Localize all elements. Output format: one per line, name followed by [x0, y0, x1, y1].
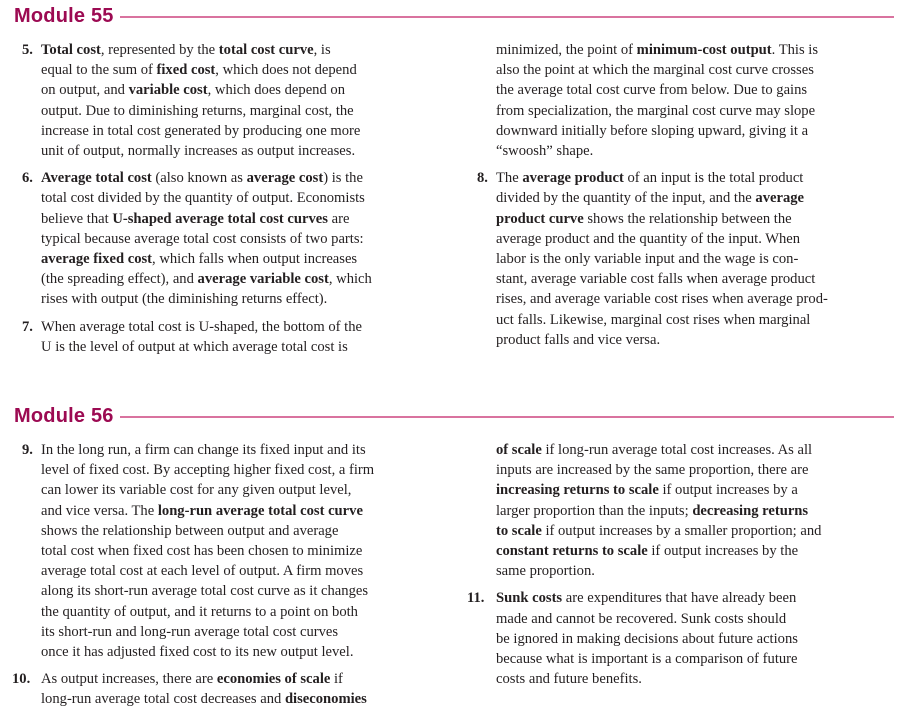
text-run: shows the relationship between the: [583, 210, 792, 227]
text-run: “swoosh” shape.: [496, 143, 594, 160]
text-line: [41, 168, 447, 188]
item-number: 8.: [477, 170, 488, 187]
text-line: [41, 541, 447, 561]
text-line: [41, 669, 447, 689]
text-run: if: [330, 671, 343, 688]
text-run: (also known as: [151, 170, 247, 187]
text-run: minimized, the point of: [496, 42, 637, 58]
key-term: constant returns to scale: [496, 543, 648, 560]
text-run: are expenditures that have already been: [562, 590, 797, 607]
module-title: Module 56: [14, 404, 114, 427]
item-number: 9.: [22, 442, 33, 458]
list-item: [12, 669, 447, 709]
key-term: U-shaped average total cost curves: [112, 210, 328, 227]
text-line: [496, 289, 897, 309]
item-text: [496, 440, 897, 581]
text-run: stant, average variable cost falls when average product: [496, 271, 816, 288]
text-line: [41, 317, 447, 337]
text-run: shows the relationship between output and average: [41, 522, 339, 539]
key-term: average cost: [246, 170, 324, 187]
text-run: if output increases by a: [658, 482, 798, 499]
text-run: average total cost at each level of output. A firm moves: [41, 563, 364, 580]
text-line: [41, 642, 447, 662]
text-run: the average total cost curve from below. Due to gains: [496, 82, 808, 99]
text-line: [41, 460, 447, 480]
list-item-continuation: [477, 40, 897, 161]
text-line: [41, 561, 447, 581]
text-run: rises with output (the diminishing returns effect).: [41, 291, 328, 308]
heading-rule: [120, 16, 894, 18]
list-item: [22, 317, 447, 357]
item-text: [41, 317, 447, 357]
text-run: from specialization, the marginal cost curve may slope: [496, 102, 816, 119]
key-term: total cost curve: [218, 42, 314, 58]
text-line: [41, 581, 447, 601]
text-run: costs and future benefits.: [496, 671, 642, 688]
key-term: diseconomies: [284, 691, 367, 708]
text-run: believe that: [41, 210, 113, 227]
text-run: level of fixed cost. By accepting higher fixed cost, a firm: [41, 462, 375, 479]
text-run: The: [496, 170, 523, 187]
text-run: are: [327, 210, 350, 227]
text-line: [41, 101, 447, 121]
module-55-header: [14, 3, 894, 29]
module-56-header: [14, 403, 894, 429]
text-run: U is the level of output at which average total cost is: [41, 338, 348, 355]
item-text: [496, 168, 897, 350]
list-item: [22, 440, 447, 662]
text-run: be ignored in making decisions about future actions: [496, 630, 798, 647]
item-number: 10.: [12, 671, 31, 688]
text-run: rises, and average variable cost rises when average prod-: [496, 291, 828, 308]
heading-rule: [120, 416, 894, 418]
text-line: [41, 602, 447, 622]
text-line: [496, 541, 897, 561]
text-line: [41, 80, 447, 100]
text-line: [41, 249, 447, 269]
key-term: average variable cost: [197, 271, 329, 288]
text-run: When average total cost is U-shaped, the bottom of the: [41, 318, 362, 335]
item-text: [41, 669, 447, 709]
text-run: output. Due to diminishing returns, marginal cost, the: [41, 102, 354, 119]
list-item-continuation: [477, 440, 897, 581]
text-line: [41, 501, 447, 521]
key-term: Average total cost: [41, 170, 152, 187]
text-run: total cost divided by the quantity of output. Economists: [41, 190, 365, 207]
text-run: and vice versa. The: [41, 502, 158, 519]
key-term: of scale: [496, 442, 542, 458]
text-line: [41, 40, 447, 60]
item-number: 5.: [22, 42, 33, 58]
module-56-right-column: [467, 440, 897, 696]
item-number: 6.: [22, 170, 33, 187]
key-term: average: [755, 190, 805, 207]
text-run: divided by the quantity of the input, and the: [496, 190, 756, 207]
text-line: [41, 521, 447, 541]
text-run: , which: [328, 271, 372, 288]
text-run: once it has adjusted fixed cost to its new output level.: [41, 644, 354, 661]
text-run: In the long run, a firm can change its fixed input and its: [41, 442, 366, 458]
text-run: the quantity of output, and it returns to a point on both: [41, 603, 358, 620]
text-line: [41, 622, 447, 642]
module-55-left-column: [22, 40, 447, 364]
key-term: product curve: [496, 210, 584, 227]
text-run: also the point at which the marginal cost curve crosses: [496, 62, 814, 79]
text-line: [496, 141, 897, 161]
text-line: [496, 269, 897, 289]
text-run: made and cannot be recovered. Sunk costs should: [496, 610, 787, 627]
key-term: Total cost: [41, 42, 101, 58]
text-run: unit of output, normally increases as output increases.: [41, 143, 356, 160]
text-run: because what is important is a comparison of future: [496, 651, 798, 668]
text-run: , represented by the: [100, 42, 219, 58]
list-item: [467, 588, 897, 689]
text-line: [41, 289, 447, 309]
text-run: inputs are increased by the same proportion, there are: [496, 462, 809, 479]
text-line: [41, 689, 447, 709]
item-number: 7.: [22, 318, 33, 335]
text-line: [41, 121, 447, 141]
text-line: [496, 588, 897, 608]
text-run: if output increases by the: [647, 543, 799, 560]
text-run: (the spreading effect), and: [41, 271, 198, 288]
text-run: equal to the sum of: [41, 62, 157, 79]
text-line: [496, 330, 897, 350]
module-55-right-column: [477, 40, 897, 357]
text-line: [496, 188, 897, 208]
text-run: downward initially before sloping upward, giving it a: [496, 122, 809, 139]
text-line: [496, 209, 897, 229]
text-line: [496, 60, 897, 80]
text-run: , is: [313, 42, 331, 58]
text-line: [496, 521, 897, 541]
text-line: [41, 440, 447, 460]
text-line: [496, 40, 897, 60]
item-text: [496, 40, 897, 161]
key-term: long-run average total cost curve: [157, 502, 363, 519]
text-run: can lower its variable cost for any given output level,: [41, 482, 352, 499]
text-line: [41, 269, 447, 289]
key-term: economies of scale: [216, 671, 331, 688]
text-run: labor is the only variable input and the wage is con-: [496, 251, 799, 268]
key-term: average fixed cost: [41, 251, 153, 268]
text-line: [496, 249, 897, 269]
text-line: [496, 561, 897, 581]
text-line: [41, 480, 447, 500]
item-text: [41, 440, 447, 662]
text-line: [496, 501, 897, 521]
text-run: product falls and vice versa.: [496, 331, 661, 348]
text-line: [41, 141, 447, 161]
key-term: minimum-cost output: [636, 42, 772, 58]
text-line: [496, 480, 897, 500]
key-term: average product: [522, 170, 624, 187]
text-line: [41, 209, 447, 229]
text-line: [496, 460, 897, 480]
text-run: . This is: [771, 42, 819, 58]
text-line: [41, 229, 447, 249]
text-run: same proportion.: [496, 563, 595, 580]
item-text: [496, 588, 897, 689]
text-line: [41, 60, 447, 80]
text-run: if long-run average total cost increases. As all: [541, 442, 813, 458]
text-run: As output increases, there are: [41, 671, 217, 688]
text-line: [496, 609, 897, 629]
item-text: [41, 40, 447, 161]
key-term: variable cost: [128, 82, 208, 99]
text-line: [496, 101, 897, 121]
text-line: [41, 188, 447, 208]
list-item: [477, 168, 897, 350]
text-line: [496, 80, 897, 100]
text-run: if output increases by a smaller proportion; and: [541, 522, 822, 539]
text-line: [496, 310, 897, 330]
text-run: , which does not depend: [215, 62, 357, 79]
key-term: Sunk costs: [496, 590, 563, 607]
text-run: uct falls. Likewise, marginal cost rises when marginal: [496, 311, 811, 328]
item-text: [41, 168, 447, 309]
text-line: [496, 649, 897, 669]
item-number: 11.: [467, 590, 485, 607]
text-line: [496, 629, 897, 649]
module-title: Module 55: [14, 4, 114, 27]
list-item: [22, 40, 447, 161]
text-run: increase in total cost generated by producing one more: [41, 122, 361, 139]
text-run: on output, and: [41, 82, 129, 99]
text-line: [41, 337, 447, 357]
text-line: [496, 168, 897, 188]
text-run: long-run average total cost decreases and: [41, 691, 285, 708]
text-line: [496, 229, 897, 249]
key-term: decreasing returns: [692, 502, 809, 519]
text-run: total cost when fixed cost has been chosen to minimize: [41, 543, 363, 560]
text-run: larger proportion than the inputs;: [496, 502, 693, 519]
list-item: [22, 168, 447, 309]
text-run: , which does depend on: [207, 82, 346, 99]
text-run: along its short-run average total cost curve as it changes: [41, 583, 369, 600]
text-line: [496, 121, 897, 141]
text-run: of an input is the total product: [623, 170, 804, 187]
text-run: average product and the quantity of the input. When: [496, 230, 801, 247]
text-line: [496, 440, 897, 460]
text-run: , which falls when output increases: [152, 251, 358, 268]
key-term: to scale: [496, 522, 542, 539]
key-term: fixed cost: [156, 62, 216, 79]
text-run: typical because average total cost consists of two parts:: [41, 230, 364, 247]
text-run: its short-run and long-run average total cost curves: [41, 623, 339, 640]
key-term: increasing returns to scale: [496, 482, 659, 499]
module-56-left-column: [12, 440, 447, 717]
text-run: ) is the: [323, 170, 363, 187]
text-line: [496, 669, 897, 689]
